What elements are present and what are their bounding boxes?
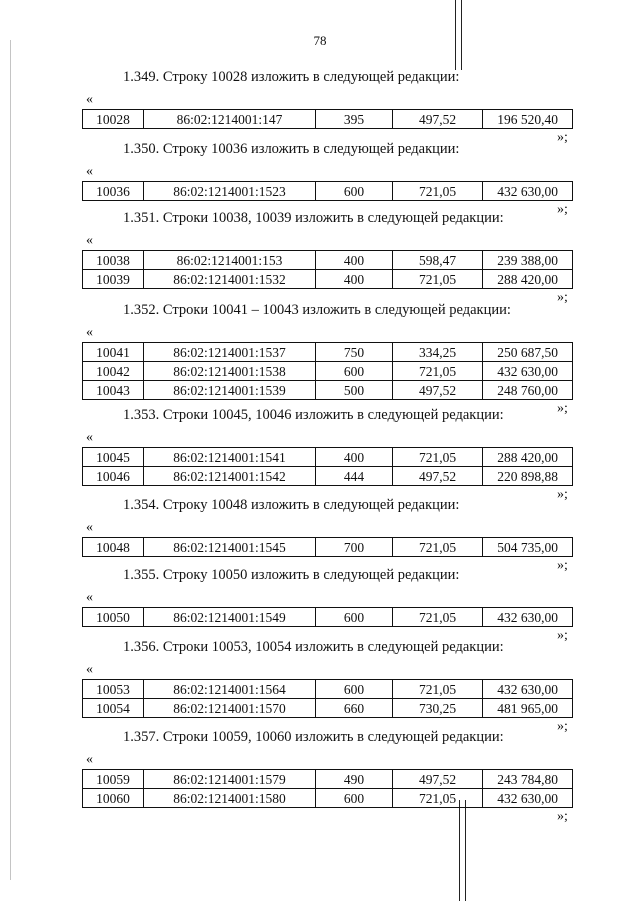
table-row (83, 467, 573, 486)
value-cell: 243 784,80 (483, 770, 573, 789)
close-quote: »; (557, 558, 568, 573)
cadastral-number-cell: 86:02:1214001:147 (144, 110, 316, 129)
amendment-table (82, 109, 573, 129)
rate-cell: 721,05 (393, 608, 483, 627)
value-cell: 220 898,88 (483, 467, 573, 486)
cadastral-number-cell: 86:02:1214001:1580 (144, 789, 316, 808)
amendment-heading: 1.354. Строку 10048 изложить в следующей редакции: (123, 497, 460, 513)
cadastral-number-cell: 86:02:1214001:1537 (144, 343, 316, 362)
amendment-table (82, 181, 573, 201)
table-row (83, 608, 573, 627)
open-quote: « (86, 325, 93, 340)
rate-cell: 730,25 (393, 699, 483, 718)
rate-cell: 497,52 (393, 770, 483, 789)
table-row (83, 680, 573, 699)
area-cell: 500 (316, 381, 393, 400)
open-quote: « (86, 92, 93, 107)
cadastral-number-cell: 86:02:1214001:1542 (144, 467, 316, 486)
rate-cell: 598,47 (393, 251, 483, 270)
cadastral-number-cell: 86:02:1214001:1539 (144, 381, 316, 400)
row-number-cell: 10039 (83, 270, 144, 289)
amendment-table (82, 447, 573, 486)
row-number-cell: 10060 (83, 789, 144, 808)
area-cell: 750 (316, 343, 393, 362)
amendment-heading: 1.349. Строку 10028 изложить в следующей редакции: (123, 69, 460, 85)
amendment-heading: 1.355. Строку 10050 изложить в следующей редакции: (123, 567, 460, 583)
row-number-cell: 10048 (83, 538, 144, 557)
table-row (83, 343, 573, 362)
area-cell: 400 (316, 448, 393, 467)
value-cell: 432 630,00 (483, 680, 573, 699)
rate-cell: 721,05 (393, 182, 483, 201)
close-quote: »; (557, 401, 568, 416)
value-cell: 248 760,00 (483, 381, 573, 400)
area-cell: 600 (316, 680, 393, 699)
close-quote: »; (557, 628, 568, 643)
open-quote: « (86, 233, 93, 248)
amendment-heading: 1.352. Строки 10041 – 10043 изложить в следующей редакции: (123, 302, 511, 318)
cadastral-number-cell: 86:02:1214001:153 (144, 251, 316, 270)
table-row (83, 538, 573, 557)
cadastral-number-cell: 86:02:1214001:1545 (144, 538, 316, 557)
row-number-cell: 10045 (83, 448, 144, 467)
rate-cell: 721,05 (393, 789, 483, 808)
value-cell: 196 520,40 (483, 110, 573, 129)
cadastral-number-cell: 86:02:1214001:1564 (144, 680, 316, 699)
scan-artifact-line (459, 800, 460, 901)
close-quote: »; (557, 719, 568, 734)
row-number-cell: 10038 (83, 251, 144, 270)
amendment-table (82, 537, 573, 557)
rate-cell: 497,52 (393, 467, 483, 486)
cadastral-number-cell: 86:02:1214001:1570 (144, 699, 316, 718)
close-quote: »; (557, 290, 568, 305)
table-row (83, 362, 573, 381)
amendment-table (82, 607, 573, 627)
row-number-cell: 10028 (83, 110, 144, 129)
row-number-cell: 10050 (83, 608, 144, 627)
value-cell: 239 388,00 (483, 251, 573, 270)
amendment-heading: 1.356. Строки 10053, 10054 изложить в следующей редакции: (123, 639, 504, 655)
amendment-heading: 1.351. Строки 10038, 10039 изложить в следующей редакции: (123, 210, 504, 226)
cadastral-number-cell: 86:02:1214001:1523 (144, 182, 316, 201)
rate-cell: 721,05 (393, 270, 483, 289)
scan-artifact-line (465, 800, 466, 901)
table-row (83, 270, 573, 289)
value-cell: 432 630,00 (483, 362, 573, 381)
value-cell: 504 735,00 (483, 538, 573, 557)
close-quote: »; (557, 202, 568, 217)
table-row (83, 381, 573, 400)
row-number-cell: 10036 (83, 182, 144, 201)
open-quote: « (86, 164, 93, 179)
rate-cell: 497,52 (393, 381, 483, 400)
area-cell: 600 (316, 789, 393, 808)
scan-edge-line (10, 40, 11, 880)
rate-cell: 721,05 (393, 680, 483, 699)
row-number-cell: 10041 (83, 343, 144, 362)
close-quote: »; (557, 487, 568, 502)
row-number-cell: 10042 (83, 362, 144, 381)
area-cell: 660 (316, 699, 393, 718)
table-row (83, 182, 573, 201)
value-cell: 250 687,50 (483, 343, 573, 362)
value-cell: 432 630,00 (483, 608, 573, 627)
row-number-cell: 10053 (83, 680, 144, 699)
cadastral-number-cell: 86:02:1214001:1579 (144, 770, 316, 789)
area-cell: 700 (316, 538, 393, 557)
cadastral-number-cell: 86:02:1214001:1549 (144, 608, 316, 627)
value-cell: 288 420,00 (483, 270, 573, 289)
amendment-heading: 1.353. Строки 10045, 10046 изложить в следующей редакции: (123, 407, 504, 423)
area-cell: 400 (316, 270, 393, 289)
cadastral-number-cell: 86:02:1214001:1541 (144, 448, 316, 467)
area-cell: 600 (316, 182, 393, 201)
area-cell: 600 (316, 608, 393, 627)
rate-cell: 497,52 (393, 110, 483, 129)
table-row (83, 699, 573, 718)
table-row (83, 770, 573, 789)
open-quote: « (86, 662, 93, 677)
value-cell: 481 965,00 (483, 699, 573, 718)
row-number-cell: 10059 (83, 770, 144, 789)
value-cell: 432 630,00 (483, 182, 573, 201)
open-quote: « (86, 520, 93, 535)
rate-cell: 721,05 (393, 448, 483, 467)
amendment-table (82, 250, 573, 289)
rate-cell: 334,25 (393, 343, 483, 362)
table-row (83, 789, 573, 808)
value-cell: 432 630,00 (483, 789, 573, 808)
amendment-heading: 1.350. Строку 10036 изложить в следующей редакции: (123, 141, 460, 157)
open-quote: « (86, 430, 93, 445)
table-row (83, 251, 573, 270)
close-quote: »; (557, 130, 568, 145)
table-row (83, 448, 573, 467)
amendment-table (82, 679, 573, 718)
area-cell: 490 (316, 770, 393, 789)
amendment-table (82, 769, 573, 808)
area-cell: 395 (316, 110, 393, 129)
cadastral-number-cell: 86:02:1214001:1538 (144, 362, 316, 381)
open-quote: « (86, 590, 93, 605)
amendment-heading: 1.357. Строки 10059, 10060 изложить в следующей редакции: (123, 729, 504, 745)
area-cell: 444 (316, 467, 393, 486)
page-number: 78 (313, 33, 327, 48)
area-cell: 600 (316, 362, 393, 381)
row-number-cell: 10054 (83, 699, 144, 718)
rate-cell: 721,05 (393, 362, 483, 381)
cadastral-number-cell: 86:02:1214001:1532 (144, 270, 316, 289)
row-number-cell: 10043 (83, 381, 144, 400)
value-cell: 288 420,00 (483, 448, 573, 467)
table-row (83, 110, 573, 129)
rate-cell: 721,05 (393, 538, 483, 557)
area-cell: 400 (316, 251, 393, 270)
open-quote: « (86, 752, 93, 767)
row-number-cell: 10046 (83, 467, 144, 486)
close-quote: »; (557, 809, 568, 824)
amendment-table (82, 342, 573, 400)
